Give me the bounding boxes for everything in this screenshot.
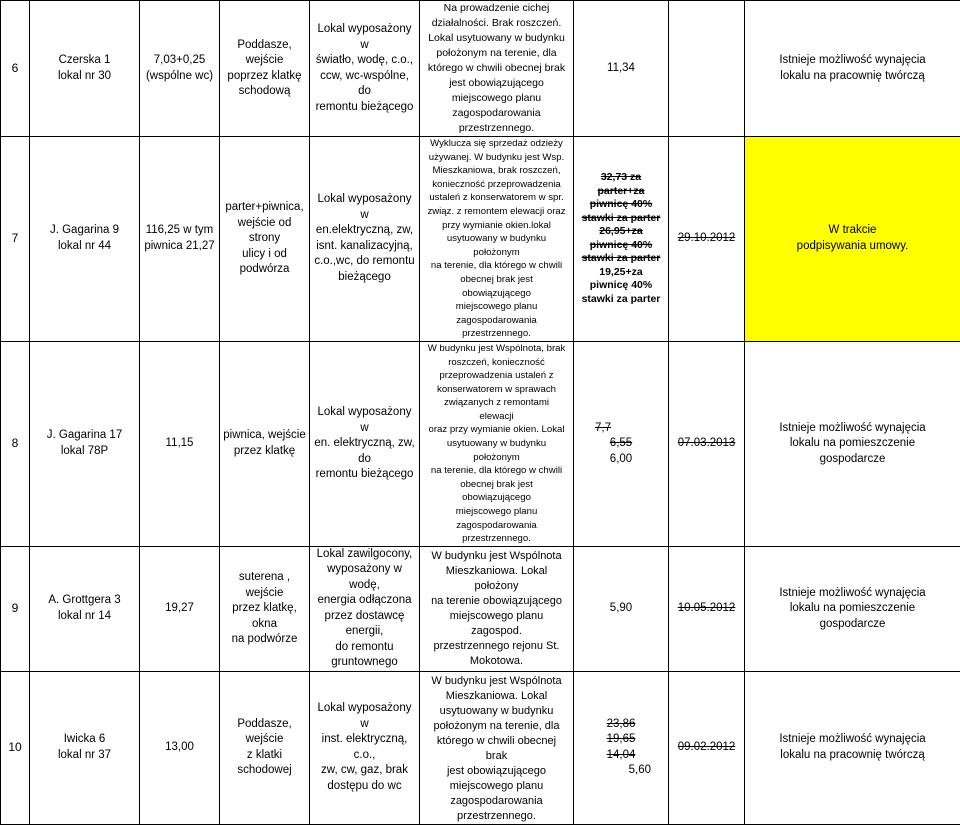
equipment-cell: Lokal zawilgocony, wyposażony w wodę, energia odłączona przez dostawcę energii, do remontu gruntownego <box>310 546 420 671</box>
note-cell: Istnieje możliwość wynajęcia lokalu na pomieszczenie gospodarcze <box>745 341 960 546</box>
remarks-cell: Na prowadzenie cichej działalności. Brak roszczeń. Lokal usytuowany w budynku położonym na terenie, dla którego w chwili obecnej brak jest obowiązującego miejscowego planu zagospodarowania przestrzennego. <box>420 1 574 137</box>
date-cell: 10.05.2012 <box>669 546 745 671</box>
address-cell: A. Grottgera 3 lokal nr 14 <box>30 546 140 671</box>
date-cell: 29.10.2012 <box>669 137 745 342</box>
remarks-cell: W budynku jest Wspólnota, brak roszczeń, konieczność przeprowadzenia ustaleń z konserwatorem w sprawach związanych z remontami elewacji oraz przy wymianie okien. Lokal usytuowany w budynku położonym na terenie, dla którego w chwili obecnej brak jest obowiązującego miejscowego planu zagospodarowania przestrzennego. <box>420 341 574 546</box>
rate-cell: 5,90 <box>574 546 669 671</box>
table-row <box>1 137 960 342</box>
rate-cell: 7,7 6,55 6,00 <box>574 341 669 546</box>
table-row <box>1 1 960 137</box>
address-cell: J. Gagarina 9 lokal nr 44 <box>30 137 140 342</box>
note-cell: Istnieje możliwość wynajęcia lokalu na pomieszczenie gospodarcze <box>745 546 960 671</box>
location-cell: Poddasze, wejście poprzez klatkę schodową <box>220 1 310 137</box>
address-cell: J. Gagarina 17 lokal 78P <box>30 341 140 546</box>
date-cell: 07.03.2013 <box>669 341 745 546</box>
note-cell: Istnieje możliwość wynajęcia lokalu na pracownię twórczą <box>745 671 960 824</box>
row-number: 8 <box>1 341 30 546</box>
equipment-cell: Lokal wyposażony w en.elektryczną, zw, isnt. kanalizacyjną, c.o.,wc, do remontu bieżącego <box>310 137 420 342</box>
equipment-cell: Lokal wyposażony w inst. elektryczną, c.o., zw, cw, gaz, brak dostępu do wc <box>310 671 420 824</box>
row-number: 6 <box>1 1 30 137</box>
rate-cell: 11,34 <box>574 1 669 137</box>
table-row <box>1 546 960 671</box>
date-cell <box>669 1 745 137</box>
row-number: 10 <box>1 671 30 824</box>
row-number: 9 <box>1 546 30 671</box>
area-cell: 116,25 w tym piwnica 21,27 <box>140 137 220 342</box>
remarks-cell: W budynku jest Wspólnota Mieszkaniowa. Lokal usytuowany w budynku położonym na terenie, dla którego w chwili obecnej brak jest obowiązującego miejscowego planu zagospodarowania przestrzennego. <box>420 671 574 824</box>
table-row <box>1 341 960 546</box>
location-cell: piwnica, wejście przez klatkę <box>220 341 310 546</box>
date-cell: 09.02.2012 <box>669 671 745 824</box>
area-cell: 7,03+0,25 (wspólne wc) <box>140 1 220 137</box>
address-cell: Czerska 1 lokal nr 30 <box>30 1 140 137</box>
area-cell: 11,15 <box>140 341 220 546</box>
note-cell: Istnieje możliwość wynajęcia lokalu na pracownię twórczą <box>745 1 960 137</box>
remarks-cell: W budynku jest Wspólnota Mieszkaniowa. Lokal położony na terenie obowiązującego miejscowego planu zagospod. przestrzennego rejonu St. Mokotowa. <box>420 546 574 671</box>
equipment-cell: Lokal wyposażony w en. elektryczną, zw, do remontu bieżącego <box>310 341 420 546</box>
location-cell: parter+piwnica, wejście od strony ulicy i od podwórza <box>220 137 310 342</box>
table-row <box>1 671 960 824</box>
rate-cell: 32,73 za parter+za piwnicę 40% stawki za parter 26,95+za piwnicę 40% stawki za parter 19,25+za piwnicę 40% stawki za parter <box>574 137 669 342</box>
area-cell: 13,00 <box>140 671 220 824</box>
remarks-cell: Wyklucza się sprzedaż odzieży używanej. W budynku jest Wsp. Mieszkaniowa, brak roszczeń, konieczność przeprowadzenia ustaleń z konserwatorem w spr. związ. z remontem elewacji oraz przy wymianie okien.lokal usytuowany w budynku położonym na terenie, dla którego w chwili obecnej brak jest obowiązującego miejscowego planu zagospodarowania przestrzennego. <box>420 137 574 342</box>
note-cell: W trakcie podpisywania umowy. <box>745 137 960 342</box>
location-cell: Poddasze, wejście z klatki schodowej <box>220 671 310 824</box>
area-cell: 19,27 <box>140 546 220 671</box>
rate-cell: 23,86 19,65 14,04 5,60 <box>574 671 669 824</box>
location-cell: suterena , wejście przez klatkę, okna na podwórze <box>220 546 310 671</box>
address-cell: Iwicka 6 lokal nr 37 <box>30 671 140 824</box>
equipment-cell: Lokal wyposażony w światło, wodę, c.o., ccw, wc-wspólne, do remontu bieżącego <box>310 1 420 137</box>
row-number: 7 <box>1 137 30 342</box>
